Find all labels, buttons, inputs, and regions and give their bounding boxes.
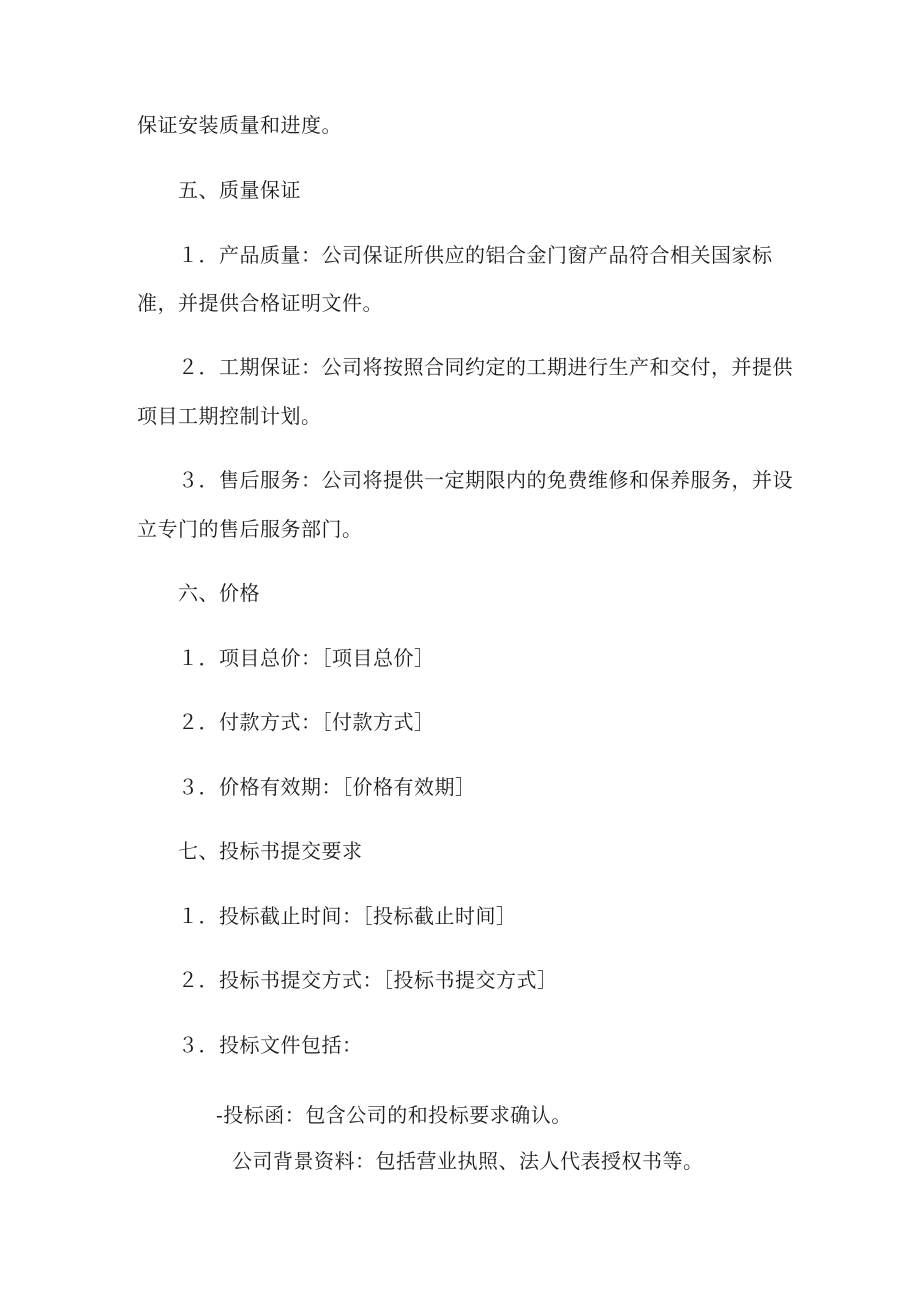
- submission-item-2: ２．投标书提交方式：［投标书提交方式］: [178, 968, 558, 992]
- section-heading-price: 六、价格: [178, 581, 260, 605]
- quality-item-2-line-2: 项目工期控制计划。: [137, 404, 322, 428]
- section-heading-submission: 七、投标书提交要求: [178, 839, 363, 863]
- submission-item-1: １．投标截止时间：［投标截止时间］: [178, 904, 517, 928]
- paragraph-continuation: 保证安装质量和进度。: [137, 113, 342, 137]
- price-item-1: １．项目总价：［项目总价］: [178, 646, 435, 670]
- quality-item-1-line-2: 准，并提供合格证明文件。: [137, 291, 383, 315]
- section-heading-quality: 五、质量保证: [178, 178, 301, 202]
- quality-item-1-line-1: １．产品质量：公司保证所供应的铝合金门窗产品符合相关国家标: [178, 243, 773, 267]
- submission-item-3: ３．投标文件包括：: [178, 1033, 363, 1057]
- price-item-2: ２．付款方式：［付款方式］: [178, 710, 435, 734]
- submission-subitem-2: 公司背景资料：包括营业执照、法人代表授权书等。: [232, 1149, 704, 1173]
- submission-subitem-1: -投标函：包含公司的和投标要求确认。: [216, 1103, 572, 1127]
- price-item-3: ３．价格有效期：［价格有效期］: [178, 775, 476, 799]
- quality-item-3-line-1: ３．售后服务：公司将提供一定期限内的免费维修和保养服务，并设: [178, 468, 793, 492]
- quality-item-2-line-1: ２．工期保证：公司将按照合同约定的工期进行生产和交付，并提供: [178, 355, 793, 379]
- quality-item-3-line-2: 立专门的售后服务部门。: [137, 517, 363, 541]
